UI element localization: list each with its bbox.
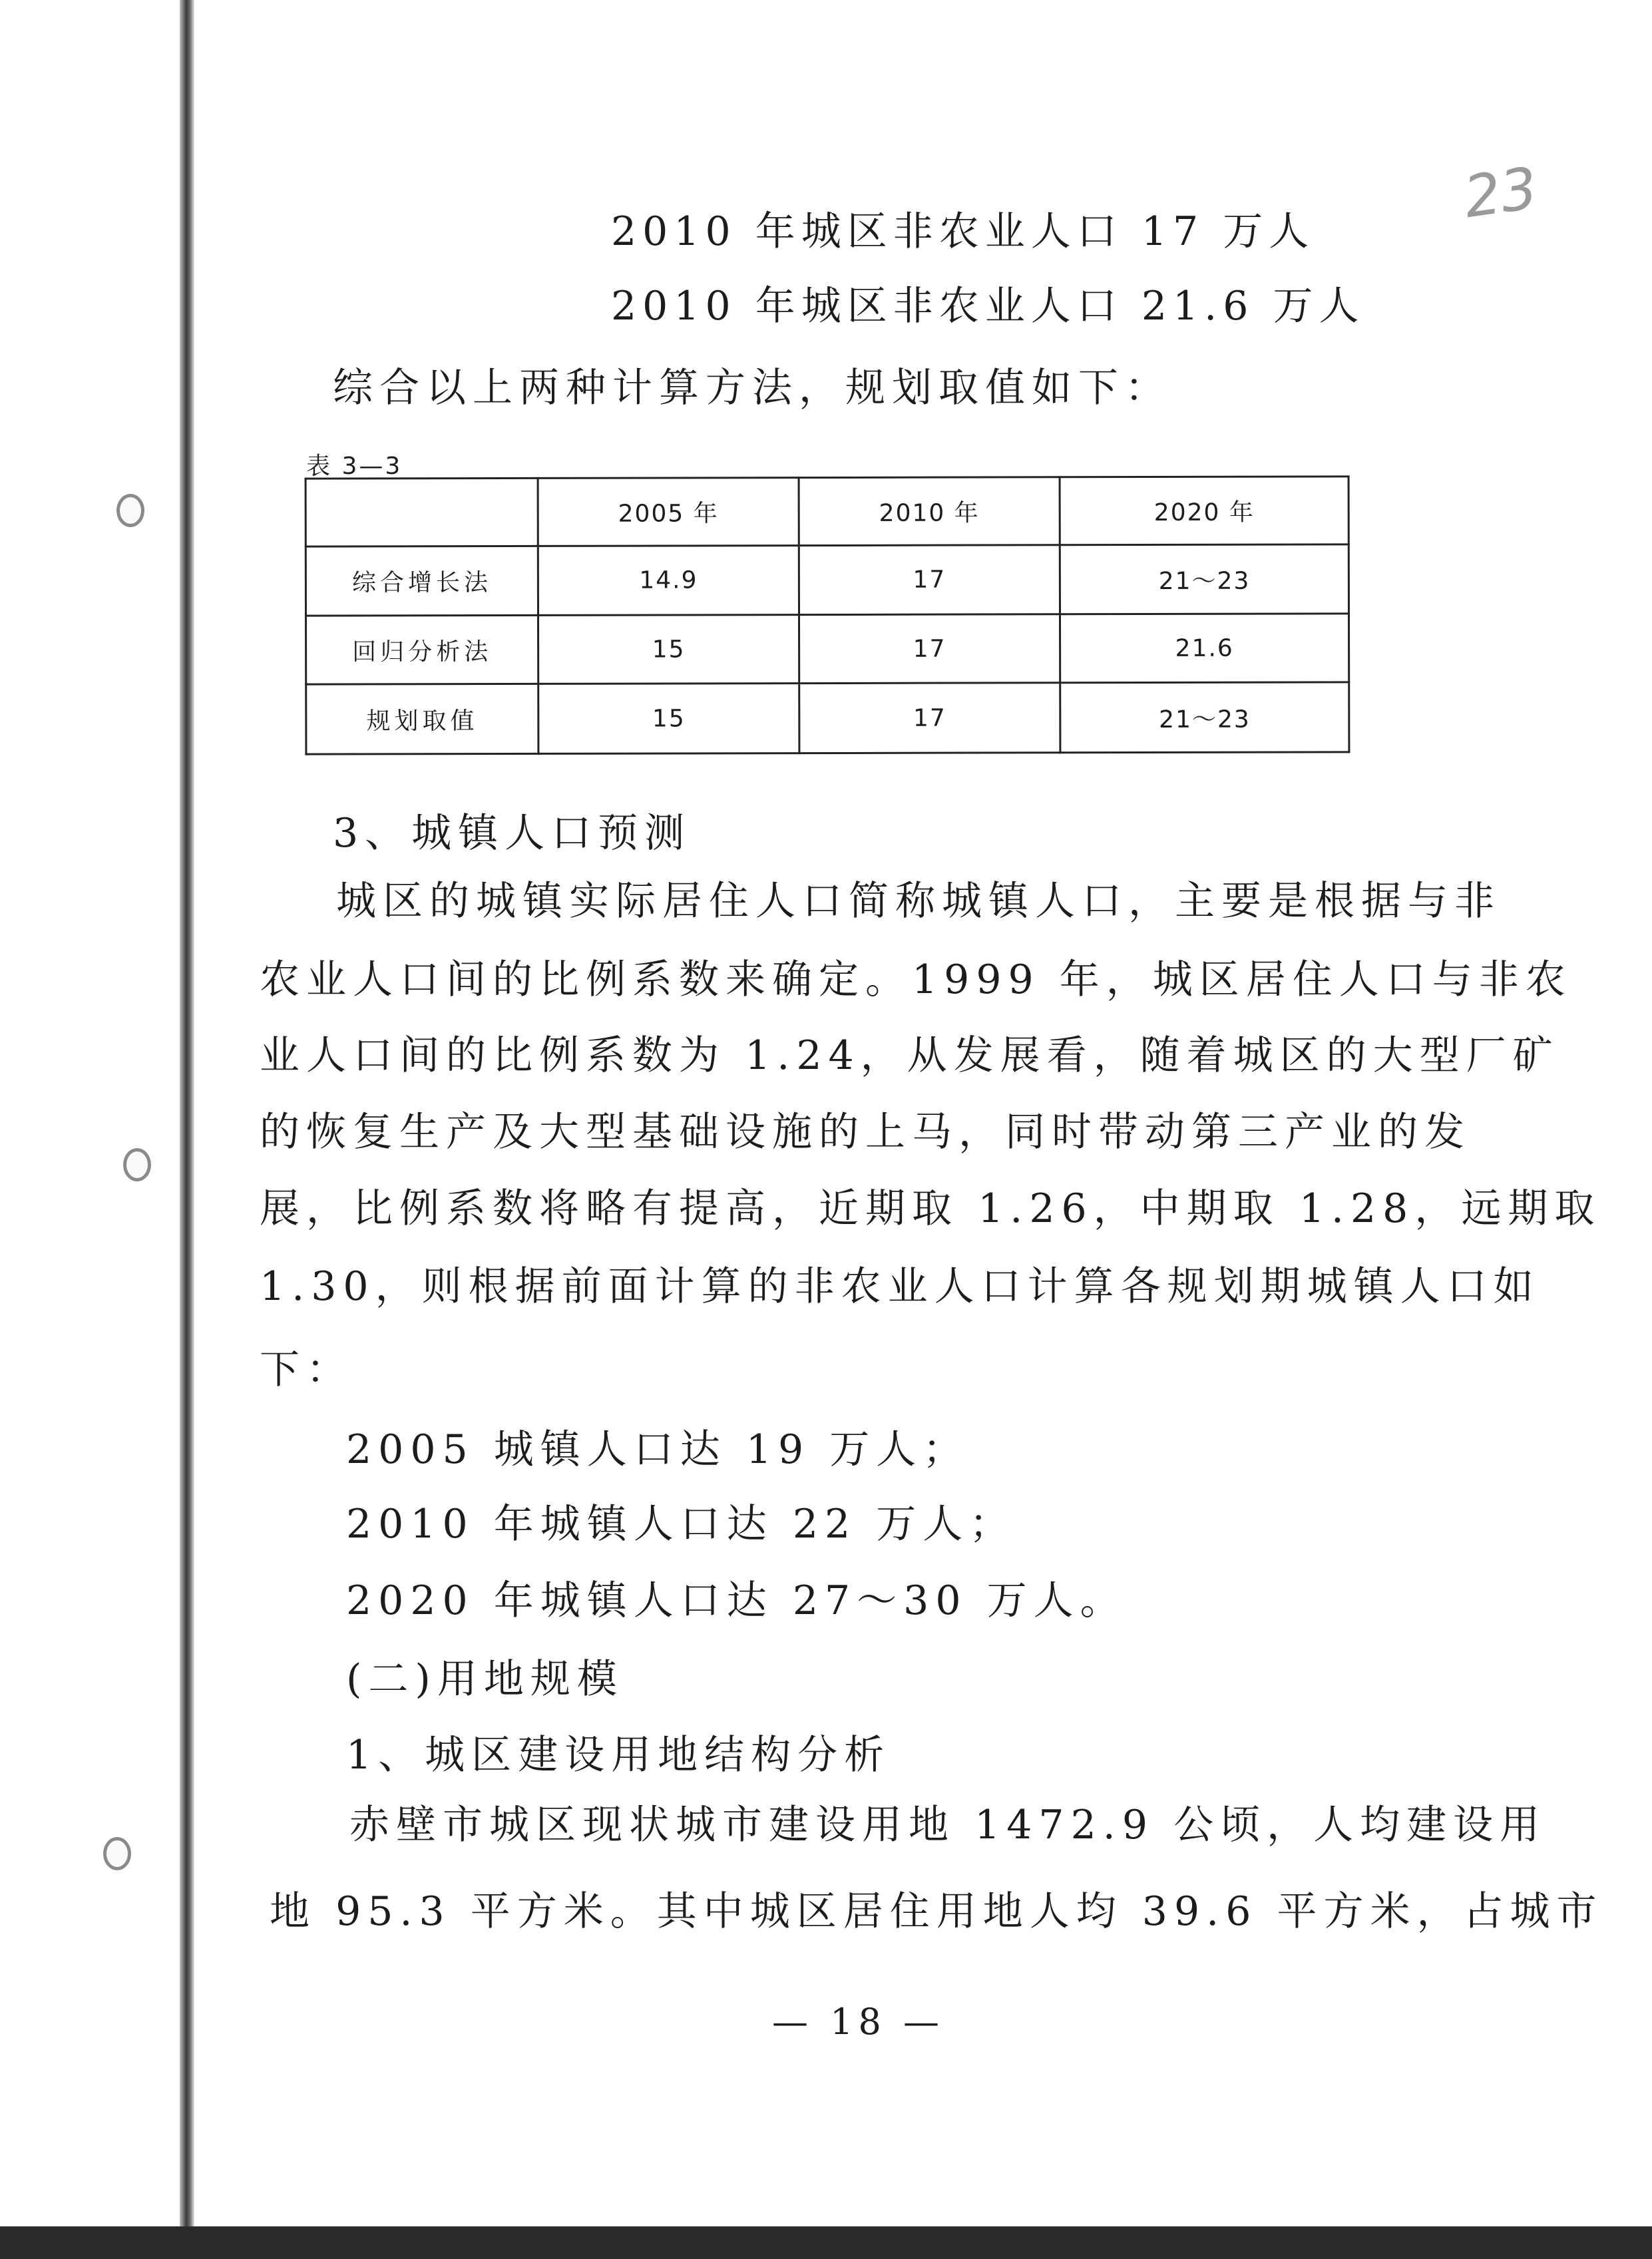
intro-line-3: 综合以上两种计算方法，规划取值如下： bbox=[333, 365, 1171, 411]
table-row bbox=[306, 614, 1349, 684]
paragraph-line: 1.30，则根据前面计算的非农业人口计算各规划期城镇人口如 bbox=[260, 1263, 1540, 1310]
population-table bbox=[305, 475, 1350, 755]
table-header-cell bbox=[306, 478, 538, 546]
punch-hole bbox=[103, 1837, 131, 1870]
table-header-cell: 2020 年 bbox=[1060, 477, 1348, 545]
handwritten-page-mark: 23 bbox=[1460, 154, 1542, 232]
table-cell: 14.9 bbox=[538, 545, 799, 616]
table-cell: 17 bbox=[799, 683, 1060, 753]
table-cell: 15 bbox=[538, 684, 799, 754]
result-line: 2010 年城镇人口达 22 万人； bbox=[346, 1501, 1016, 1547]
table-cell: 21～23 bbox=[1060, 544, 1349, 615]
table-row-label: 综合增长法 bbox=[306, 546, 538, 616]
intro-line-2: 2010 年城区非农业人口 21.6 万人 bbox=[611, 283, 1365, 329]
scan-bottom-edge bbox=[0, 2226, 1652, 2259]
paragraph-line: 城区的城镇实际居住人口简称城镇人口，主要是根据与非 bbox=[336, 878, 1501, 924]
paragraph-line: 展，比例系数将略有提高，近期取 1.26，中期取 1.28，远期取 bbox=[260, 1185, 1601, 1232]
table-cell: 15 bbox=[538, 615, 799, 684]
punch-hole bbox=[123, 1148, 151, 1181]
page-number: — 18 — bbox=[772, 2001, 945, 2043]
table-row-label: 回归分析法 bbox=[306, 616, 538, 684]
table-header-cell: 2010 年 bbox=[799, 477, 1060, 546]
table-cell: 17 bbox=[799, 545, 1060, 616]
section-heading: 3、城镇人口预测 bbox=[333, 810, 692, 857]
table-header-cell: 2005 年 bbox=[538, 478, 799, 546]
section-heading: (二)用地规模 bbox=[346, 1656, 624, 1703]
subsection-heading: 1、城区建设用地结构分析 bbox=[346, 1732, 891, 1778]
binding-shadow bbox=[180, 0, 194, 2259]
table-caption: 表 3—3 bbox=[306, 453, 403, 480]
table-row bbox=[306, 682, 1349, 754]
punch-hole bbox=[116, 494, 144, 527]
table-row bbox=[306, 544, 1348, 616]
table-cell: 17 bbox=[799, 614, 1060, 684]
table-row-label: 规划取值 bbox=[306, 684, 538, 755]
table-cell: 21～23 bbox=[1060, 682, 1349, 753]
paragraph-line: 的恢复生产及大型基础设施的上马，同时带动第三产业的发 bbox=[260, 1109, 1471, 1155]
paragraph-line: 农业人口间的比例系数来确定。1999 年，城区居住人口与非农 bbox=[260, 956, 1572, 1003]
paragraph-line: 下： bbox=[260, 1346, 353, 1393]
paragraph-line: 地 95.3 平方米。其中城区居住用地人均 39.6 平方米，占城市 bbox=[270, 1888, 1603, 1935]
paragraph-line: 赤壁市城区现状城市建设用地 1472.9 公顷，人均建设用 bbox=[349, 1802, 1547, 1848]
result-line: 2020 年城镇人口达 27～30 万人。 bbox=[346, 1577, 1127, 1624]
table-cell: 21.6 bbox=[1060, 614, 1349, 683]
result-line: 2005 城镇人口达 19 万人； bbox=[346, 1426, 970, 1473]
table-header-row bbox=[306, 477, 1348, 546]
paragraph-line: 业人口间的比例系数为 1.24，从发展看，随着城区的大型厂矿 bbox=[260, 1032, 1559, 1079]
intro-line-1: 2010 年城区非农业人口 17 万人 bbox=[611, 208, 1315, 255]
